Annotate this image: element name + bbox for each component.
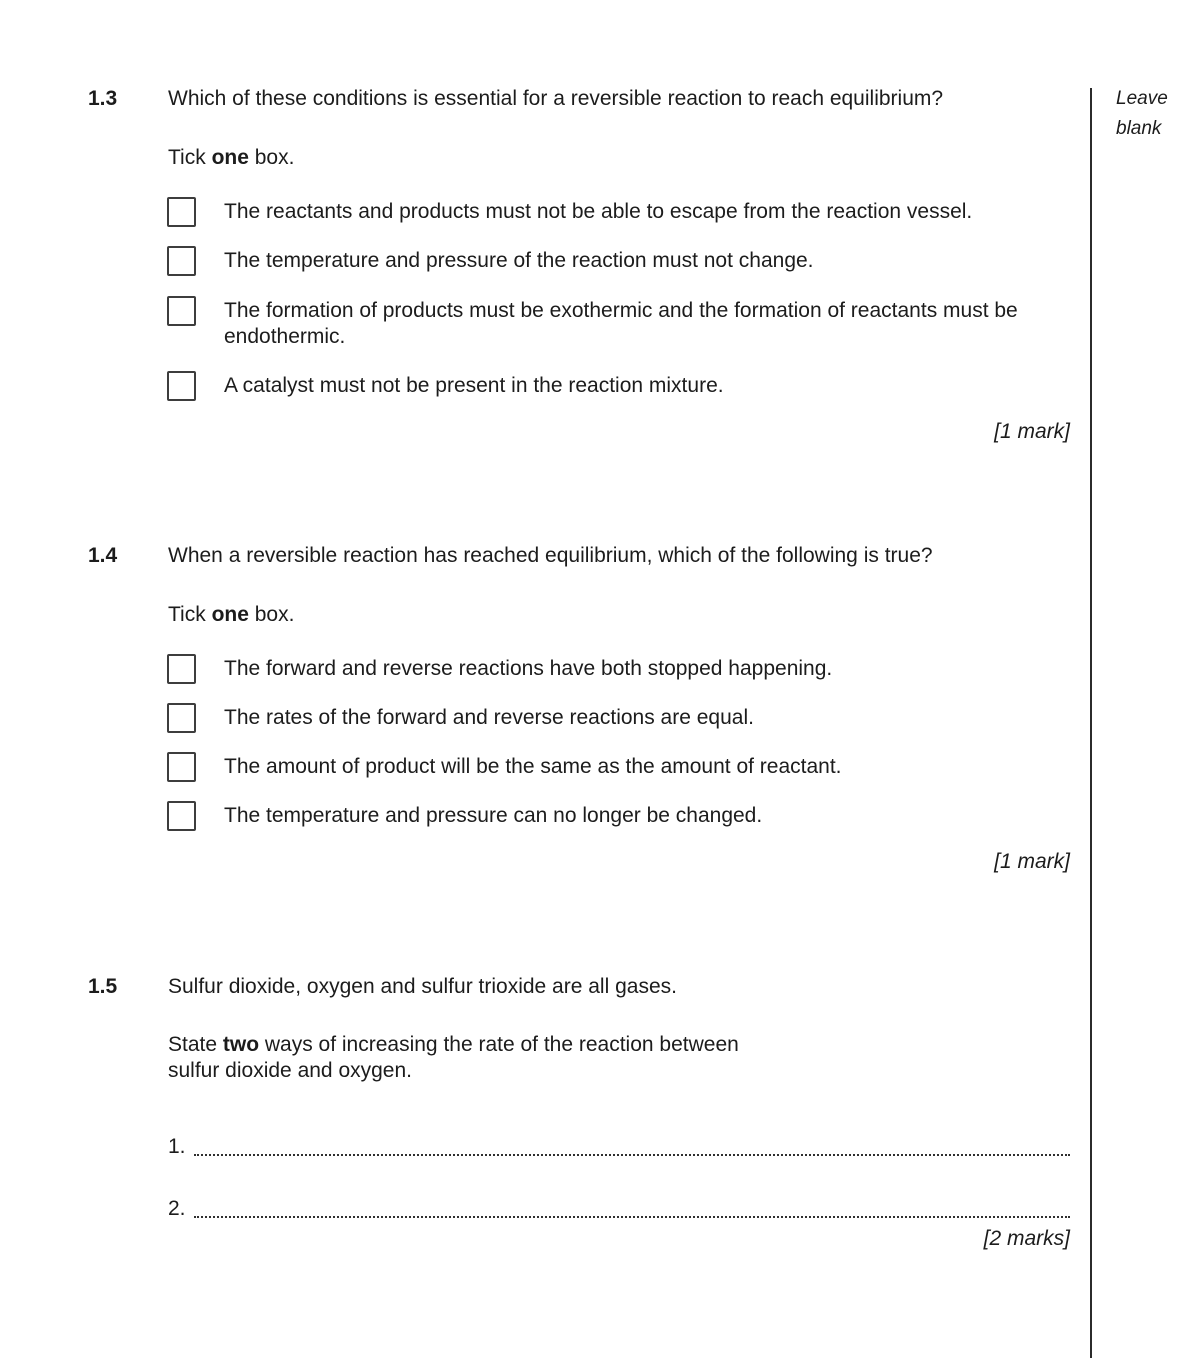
option-label: A catalyst must not be present in the reaction mixture.	[224, 374, 724, 397]
tick-box[interactable]	[167, 752, 196, 782]
tick-box[interactable]	[167, 197, 196, 227]
question-1-5-header	[88, 974, 1070, 1000]
statement-bold-word: two	[222, 1033, 260, 1056]
question-1-5	[88, 974, 1070, 1252]
tick-box[interactable]	[167, 246, 196, 276]
option-row	[168, 654, 1070, 684]
question-text: Which of these conditions is essential for a reversible reaction to reach equilibrium?	[168, 87, 944, 110]
question-text: When a reversible reaction has reached equilibrium, which of the following is true?	[168, 544, 933, 567]
option-label: The reactants and products must not be able to escape from the reaction vessel.	[224, 200, 973, 223]
answer-dotted-line[interactable]	[194, 1216, 1070, 1218]
tick-box[interactable]	[167, 703, 196, 733]
option-row	[168, 197, 1070, 227]
option-row	[168, 296, 1070, 350]
question-content-column	[88, 86, 1070, 1252]
question-statement	[168, 1032, 1070, 1084]
leave-blank-line2: blank	[1116, 118, 1162, 139]
tick-box[interactable]	[167, 654, 196, 684]
question-number: 1.4	[88, 544, 118, 567]
tick-instruction	[168, 145, 1070, 171]
tick-suffix: box.	[248, 146, 295, 169]
option-label: The temperature and pressure of the reaction must not change.	[224, 249, 814, 272]
question-1-4-header	[88, 543, 1070, 569]
margin-divider-line	[1090, 88, 1092, 1358]
marks-label: [1 mark]	[994, 420, 1070, 443]
tick-instruction	[168, 602, 1070, 628]
option-label: The amount of product will be the same as the amount of reactant.	[224, 755, 842, 778]
question-1-3-header	[88, 86, 1070, 112]
option-row	[168, 801, 1070, 831]
tick-prefix: Tick	[168, 603, 212, 626]
answer-line-number: 1.	[168, 1135, 186, 1158]
answer-line-1	[168, 1134, 1070, 1160]
statement-line1	[168, 1032, 1070, 1058]
question-number: 1.3	[88, 87, 118, 110]
statement-suffix: ways of increasing the rate of the reaction between	[259, 1033, 739, 1056]
answer-line-2	[168, 1196, 1070, 1222]
option-label: The rates of the forward and reverse reactions are equal.	[224, 706, 754, 729]
answer-line-number: 2.	[168, 1197, 186, 1220]
leave-blank-label	[1116, 84, 1168, 144]
option-list	[168, 197, 1070, 401]
option-row	[168, 371, 1070, 401]
option-row	[168, 703, 1070, 733]
statement-prefix: State	[168, 1033, 223, 1056]
tick-prefix: Tick	[168, 146, 212, 169]
leave-blank-line1: Leave	[1116, 88, 1168, 109]
tick-box[interactable]	[167, 801, 196, 831]
option-label: The temperature and pressure can no longer be changed.	[224, 804, 763, 827]
marks-label: [2 marks]	[983, 1227, 1070, 1250]
option-list	[168, 654, 1070, 831]
question-text: Sulfur dioxide, oxygen and sulfur trioxide are all gases.	[168, 975, 677, 998]
option-row	[168, 752, 1070, 782]
option-row	[168, 246, 1070, 276]
answer-dotted-line[interactable]	[194, 1154, 1070, 1156]
marks-label: [1 mark]	[994, 850, 1070, 873]
option-label: The forward and reverse reactions have both stopped happening.	[224, 657, 833, 680]
tick-suffix: box.	[248, 603, 295, 626]
option-label: The formation of products must be exothermic and the formation of reactants must be endothermic.	[224, 299, 1018, 348]
tick-box[interactable]	[167, 296, 196, 326]
question-number: 1.5	[88, 975, 118, 998]
tick-box[interactable]	[167, 371, 196, 401]
statement-line2: sulfur dioxide and oxygen.	[168, 1059, 412, 1082]
tick-bold-word: one	[211, 146, 249, 169]
question-1-4	[88, 543, 1070, 875]
tick-bold-word: one	[211, 603, 249, 626]
question-1-3	[88, 86, 1070, 445]
